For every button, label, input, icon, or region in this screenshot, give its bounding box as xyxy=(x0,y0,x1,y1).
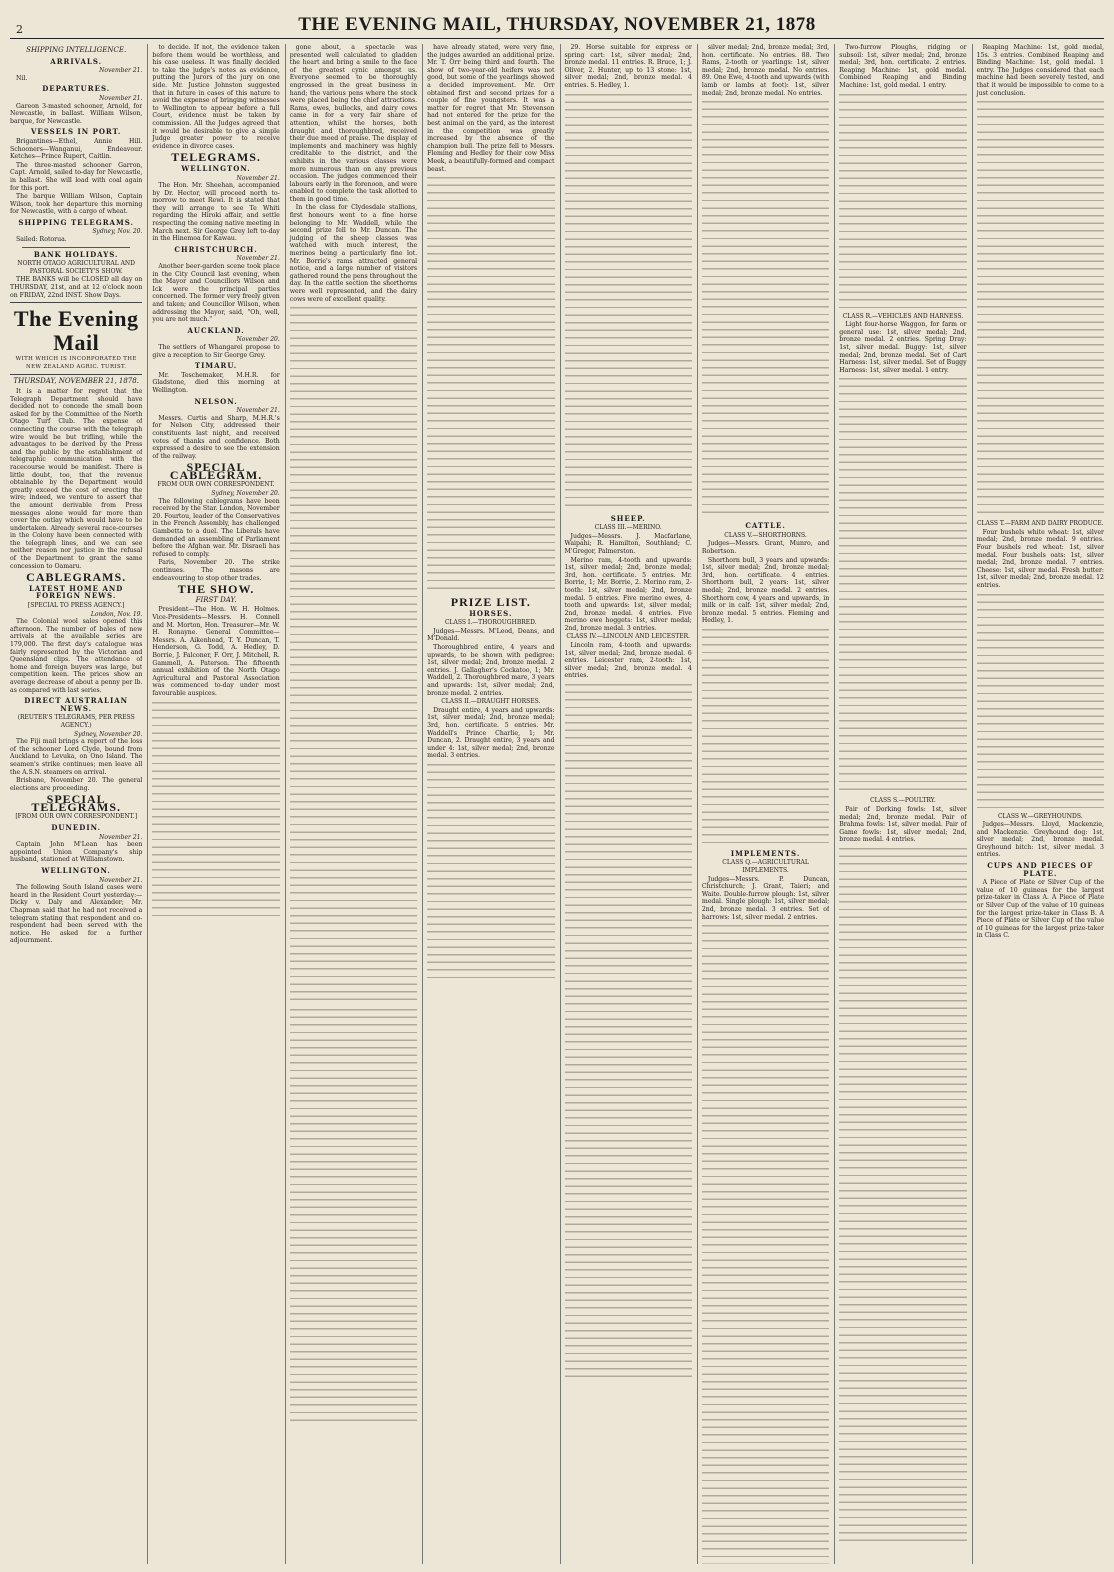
shipping-telegrams-date: Sydney, Nov. 20. xyxy=(92,228,143,236)
nameplate-subtitle: WITH WHICH IS INCORPORATED THE NEW ZEALAND AGRIC. TURIST. xyxy=(15,356,137,370)
editorial-text: It is a matter for regret that the Telegraph Department should have decided not to concede the small boon asked for by the Committee of the North Otago Turf Club. The expense of connecting the course with the telegraph wire would be but trifling, while the advantages to be derived by the Press and the public by the establishment of telegraphic communication with the racecourse would be manifest. There is little doubt, too, that the revenue obtainable by the Department would greatly exceed the cost of erecting the wire; indeed, we venture to assert that the amount derivable from Press messages alone would far more than cover the outlay which would have to be undertaken. Already several race-courses in the Colony have been connected with the telegraph lines, and we can see neither reason nor justice in the refusal of the Department to grant the same concession to Oamaru. xyxy=(10,388,143,570)
departures-date: November 21. xyxy=(99,94,143,102)
text-block xyxy=(702,627,829,847)
prize-text: Two-furrow Ploughs, ridging or subsoil: 1st, silver medal; 2nd, bronze medal; 3rd, hon. certificate. 2 entries. Reaping Machine: 1st, gold medal. Combined Reaping and Binding Machine: 1st, gold medal. 1 entry. xyxy=(839,44,967,89)
cablegrams-heading: CABLEGRAMS. xyxy=(26,570,127,585)
text-block xyxy=(839,92,966,312)
special-telegrams-heading: SPECIAL TELEGRAMS. xyxy=(31,792,122,814)
text-block xyxy=(427,762,554,982)
column-2 xyxy=(147,44,279,1564)
show-report-text: have already stated, were very fine, the judges awarded an additional prize. Mr. T. Orr being third and fourth. The show of two-year-old heifers was not good, but some of the yearlings showed a decided improvement. Mr. Orr obtained first and second prizes for a couple of fine youngsters. It was a matter for regret that Mr. Stevenson had not entered for the prize for the best animal on the yard, as the interest in the competition was greatly increased by the absence of the champion bull. The prize fell to Messrs. Fleming and Hedley for their cow Miss Meek, a beautifully-formed and compact beast. xyxy=(427,44,555,173)
arrivals-date: November 21. xyxy=(99,67,143,75)
text-block xyxy=(839,846,966,1546)
column-grid xyxy=(10,44,1104,1564)
arrivals-nil: Nil. xyxy=(16,74,28,82)
prize-text: Four bushels white wheat: 1st, silver medal; 2nd, bronze medal. 9 entries. Four bushels red wheat: 1st, silver medal. Four bushels oats: 1st, silver medal; 2nd, bronze medal. 7 entries. Cheese: 1st, silver medal. Fresh butter: 1st, silver medal; 2nd, bronze medal. 12 entries. xyxy=(976,528,1104,589)
from-own-note: FROM OUR OWN CORRESPONDENT. xyxy=(157,481,275,489)
own-correspondent-note: [FROM OUR OWN CORRESPONDENT.] xyxy=(15,813,138,821)
latest-home-heading: LATEST HOME AND FOREIGN NEWS. xyxy=(29,583,124,601)
text-block xyxy=(152,700,279,920)
prize-text: 29. Horse suitable for express or spring cart: 1st, silver medal; 2nd, bronze medal. 11 entries. R. Bruce, 1; J. Oliver, 2. Hunter, up to 13 stone: 1st, silver medal; 2nd, bronze medal. 4 entries. S. Hedley, 1. xyxy=(564,44,692,89)
telegrams-heading: TELEGRAMS. xyxy=(171,150,261,165)
column-6 xyxy=(697,44,829,1564)
prize-text: Draught entire, 4 years and upwards: 1st, silver medal; 2nd, bronze medal; 3rd, hon. certificate. 5 entries. Mr. Waddell's Prince Charlie, 1; Mr. Duncan, 2. Draught entire, 3 years and under 4: 1st, silver medal; 2nd, bronze medal. 3 entries. xyxy=(427,706,555,760)
sydney-dateline: Sydney, November 20. xyxy=(74,730,143,738)
horses-heading: HORSES. xyxy=(469,608,513,618)
shipping-para-1: The three-masted schooner Garron, Capt. Arnold, sailed to-day for Newcastle, in ballast. She will load with coal again for this port. xyxy=(10,161,143,192)
continued-text: to decide. If not, the evidence taken before them would be worthless, and his case useless. It was finally decided to take the judge's notes as evidence, putting the Jurors of the jury on one side. Mr. Justice Johnston suggested that in future in cases of this nature to avoid the expense of bringing witnesses to Wellington to appear before a full Court, evidence must be taken by commission. All the Judges agreed that it would be desirable to give a simple Judge greater power to receive evidence in divorce cases. xyxy=(152,44,280,150)
auckland-text: The settlers of Whangarei propose to give a reception to Sir George Grey. xyxy=(152,343,280,359)
text-block xyxy=(839,376,966,796)
london-dateline: London, Nov. 19. xyxy=(90,610,143,618)
direct-australian-heading: DIRECT AUSTRALIAN NEWS. xyxy=(24,696,129,713)
sailed-text: Sailed: Rotorua. xyxy=(16,236,67,244)
prize-text: Pair of Dorking fowls: 1st, silver medal; 2nd, bronze medal. Pair of Brahma fowls: 1st, silver medal. Pair of Game fowls: 1st, silver medal; 2nd, bronze medal. 4 entries. xyxy=(839,805,967,844)
cablegram-text: The following cablegrams have been received by the Star. London, November 20. Fourtou, leader of the Conservatives in the French Assembly, has challenged Gambetta to a duel. The Liberals have demanded an assembling of Parliament before the Afghan war. Mr. Disraeli has refused to comply. xyxy=(152,497,280,558)
cups-text: A Piece of Plate or Silver Cup of the value of 10 guineas for the largest prize-taker in Class A. A Piece of Plate or Silver Cup of the value of 10 guineas for the largest prize-taker in Class B. A Piece of Plate or Silver Cup of the value of 10 guineas for the largest prize-taker in Class C. xyxy=(976,879,1104,940)
auckland-heading: AUCKLAND. xyxy=(187,325,245,335)
bank-holidays-heading: BANK HOLIDAYS. xyxy=(33,249,119,259)
reuter-note: (REUTER'S TELEGRAMS, PER PRESS AGENCY.) xyxy=(17,714,135,729)
column-7 xyxy=(834,44,966,1564)
christchurch-text: Another beer-garden scene took place in the City Council last evening, when the Mayor and Councillors Wilson and Ick were the principal parties concerned. The former very freely given and taken; and Councillor Wilson, when addressing the Mayor, said, "Oh, well, you are not much." xyxy=(152,263,280,324)
christchurch-heading: CHRISTCHURCH. xyxy=(174,244,258,254)
vessels-text: Brigantines—Ethel, Annie Hill. Schooners—Wanganui, Endeavour. Ketches—Prince Rupert, Caitlin. xyxy=(10,137,143,161)
sydney-dateline: Sydney, November 20. xyxy=(211,490,280,498)
prize-text: Judges—Messrs. Lloyd, Mackenzie, and Mackenzie. Greyhound dog: 1st, silver medal; 2nd, bronze medal. Greyhound bitch: 1st, silver medal. 3 entries. xyxy=(976,821,1104,859)
prize-text: Reaping Machine: 1st, gold medal, 15s. 3 entries. Combined Reaping and Binding Machine: 1st, gold medal. 1 entry. The Judges considered that each machine had been severely tested, and that it would be impossible to come to a just conclusion. xyxy=(976,44,1104,97)
text-block xyxy=(702,99,829,519)
divider xyxy=(10,302,142,303)
class-heading: CLASS S.—POULTRY. xyxy=(870,797,936,805)
nelson-heading: NELSON. xyxy=(194,396,238,406)
column-4 xyxy=(422,44,554,1564)
text-block xyxy=(702,923,829,1564)
paris-text: Paris, November 20. The strike continues. The masons are endeavouring to stop other trades. xyxy=(152,559,280,582)
column-3 xyxy=(285,44,417,1564)
class-heading: CLASS V.—SHORTHORNS. xyxy=(724,531,807,539)
text-block xyxy=(977,592,1104,812)
show-text: President—The Hon. W. H. Holmes. Vice-Presidents—Messrs. H. Connell and M. Morton, Hon. Treasurer—Mr. W. H. Ronayne. General Committee—Messrs. A. Aikenhead, T. Y. Duncan, T. Henderson, G. Todd, A. Hedley, D. Borrie, J. Falconer, F. Orr, J. Mitchell, R. Gammell, A. Paterson. The fifteenth annual exhibition of the North Otago Agricultural and Pastoral Association was commenced to-day under most favourable auspices. xyxy=(152,606,280,697)
masthead-title: THE EVENING MAIL, THURSDAY, NOVEMBER 21, 1878 xyxy=(298,14,816,35)
dunedin-dateline: November 21. xyxy=(99,833,143,841)
special-cablegram-heading: SPECIAL CABLEGRAM. xyxy=(169,460,263,482)
class-heading: CLASS Q.—AGRICULTURAL IMPLEMENTS. xyxy=(722,859,809,875)
prize-text: Shorthorn bull, 3 years and upwards: 1st, silver medal; 2nd, bronze medal; 3rd, hon. certificate. 4 entries. Shorthorn bull, 2 years: 1st, silver medal; 2nd, bronze medal. 2 entries. Shorthorn cow, 4 years and upwards, in milk or in calf: 1st, silver medal; 2nd, bronze medal. 5 entries. Fleming and Hedley, 1. xyxy=(701,556,830,625)
column-1 xyxy=(10,44,142,1564)
vessels-in-port-heading: VESSELS IN PORT. xyxy=(30,127,122,137)
dunedin-text: Captain John M'Lean has been appointed Union Company's ship husband, stationed at Williamstown. xyxy=(10,841,143,864)
divider xyxy=(10,374,142,375)
text-block xyxy=(977,99,1104,519)
prize-text: Thoroughbred entire, 4 years and upwards, to be shown with pedigree: 1st, silver medal; 2nd, bronze medal. 2 entries. J. Gallagher's Cockatoo, 1; Mr. Waddell, 2. Thoroughbred mare, 3 years and upwards: 1st, silver medal; 2nd, bronze medal. 2 entries. xyxy=(427,644,555,697)
text-block xyxy=(290,305,417,1005)
text-block xyxy=(427,175,554,595)
prize-text: Light four-horse Waggon, for farm or general use: 1st, silver medal; 2nd, bronze medal. 2 entries. Spring Dray: 1st, silver medal. Buggy: 1st, silver medal; 2nd, bronze medal. Set of Cart Harness: 1st, silver medal. Set of Buggy Harness: 1st, silver medal. 1 entry. xyxy=(839,321,967,374)
cablegram-text: The Colonial wool sales opened this afternoon. The number of bales of new arrivals at the available series are 179,000. The first day's catalogue was fairly represented by the Victorian and Queensland clips. The attendance of home and foreign buyers was large, but competition keen. The prices show an average decrease of about a penny per lb. as compared with last series. xyxy=(10,618,143,694)
masthead xyxy=(10,6,1104,39)
timaru-text: Mr. Teschemaker, M.H.R. for Gladstone, died this morning at Wellington. xyxy=(152,371,280,394)
class-heading: CLASS R.—VEHICLES AND HARNESS. xyxy=(842,312,964,320)
page-number: 2 xyxy=(16,23,23,36)
sheep-heading: SHEEP. xyxy=(610,513,646,523)
column-8 xyxy=(972,44,1104,1564)
wellington-dateline: November 21. xyxy=(236,174,280,182)
class-heading: CLASS W.—GREYHOUNDS. xyxy=(997,812,1083,820)
column-5 xyxy=(560,44,692,1564)
north-otago-heading: NORTH OTAGO AGRICULTURAL AND PASTORAL SOCIETY'S SHOW. xyxy=(17,260,135,275)
brisbane-text: Brisbane, November 20. The general elections are proceeding. xyxy=(10,777,143,792)
prize-list-heading: PRIZE LIST. xyxy=(450,595,531,610)
class-heading: CLASS I.—THOROUGHBRED. xyxy=(444,619,537,627)
judges-text: Judges—Messrs. M'Leod, Deans, and M'Donald. xyxy=(427,627,555,643)
auckland-dateline: November 20. xyxy=(236,336,280,344)
dunedin-heading: DUNEDIN. xyxy=(51,823,102,833)
text-block xyxy=(565,92,692,512)
show-heading: THE SHOW. xyxy=(177,582,255,597)
wellington-dateline: November 21. xyxy=(99,876,143,884)
issue-dateline: THURSDAY, NOVEMBER 21, 1878. xyxy=(13,377,139,386)
judges-text: Judges—Messrs. J. Macfarlane, Waipahi; R. Hamilton, Southland; C. M'Gregor, Palmerston. xyxy=(564,532,692,555)
shipping-telegrams-heading: SHIPPING TELEGRAMS. xyxy=(18,217,134,227)
newspaper-nameplate: The Evening Mail xyxy=(13,306,139,356)
prize-text: silver medal; 2nd, bronze medal; 3rd, hon. certificate. No entries. 88. Two Rams, 2-tooth or yearlings: 1st, silver medal; 2nd, bronze medal. No entries. 89. One Ewe, 4-tooth and upwards (with lamb or lambs at foot): 1st, silver medal; 2nd, bronze medal. No entries. xyxy=(701,44,830,97)
departures-heading: DEPARTURES. xyxy=(42,84,111,94)
wellington-heading: WELLINGTON. xyxy=(41,866,111,876)
prize-text: Lincoln ram, 4-tooth and upwards: 1st, silver medal; 2nd, bronze medal. 6 entries. Leicester ram, 2-tooth: 1st, silver medal; 2nd, bronze medal. 4 entries. xyxy=(564,642,692,680)
australian-text: The Fiji mail brings a report of the loss of the schooner Lord Clyde, bound from Auckland to Levuka, on Ono Island. The seamen's strike continues; men leave all the A.S.N. steamers on arrival. xyxy=(10,738,143,776)
class-heading: CLASS T.—FARM AND DAIRY PRODUCE. xyxy=(976,520,1104,528)
prize-text: Merino ram, 4-tooth and upwards: 1st, silver medal; 2nd, bronze medal; 3rd, hon. certificate. 5 entries. Mr. Borrie, 1; Mr. Borrie, 2. Merino ram, 2-tooth: 1st, silver medal; 2nd, bronze medal. 5 entries. Five merino ewes, 4-tooth and upwards: 1st, silver medal; 2nd, bronze medal. 4 entries. Five merino ewe hoggets: 1st, silver medal; 2nd, bronze medal. 3 entries. xyxy=(564,556,692,632)
banks-notice: THE BANKS will be CLOSED all day on THURSDAY, 21st, and at 12 o'clock noon on FRIDAY, 22nd INST. Show Days. xyxy=(10,276,143,299)
christchurch-dateline: November 21. xyxy=(236,255,280,263)
implements-heading: IMPLEMENTS. xyxy=(730,848,801,858)
wellington-text: The following South Island cases were heard in the Resident Court yesterday:— Dicky v. Daly and Alexander; Mr. Chapman said that he had not received a telegram stating that respondent and co-respondent had been served with the notice. He asked for a further adjournment. xyxy=(10,884,143,945)
nelson-dateline: November 21. xyxy=(236,407,280,415)
timaru-heading: TIMARU. xyxy=(194,361,238,371)
cattle-heading: CATTLE. xyxy=(745,521,786,531)
show-report-text-2: In the class for Clydesdale stallions, first honours went to a fine horse belonging to Mr. Waddell, while the second prize fell to Mr. Duncan. The judging of the sheep classes was watched with much interest, the merinos being a particularly fine lot. Mr. Borrie's rams attracted general notice, and a large number of visitors gathered round the pens throughout the day. In the cattle section the shorthorns were well represented, and the dairy cows were of excellent quality. xyxy=(289,204,418,303)
first-day-heading: FIRST DAY. xyxy=(195,595,237,604)
wellington-text: The Hon. Mr. Sheehan, accompanied by Dr. Hector, will proceed north to-morrow to meet Rewi. It is stated that they will arrange to see Te Whiti regarding the Hiroki affair, and settle respecting the coming native meeting in March next. Sir George Grey left to-day in the Hinemoa for Kawau. xyxy=(152,182,280,243)
nelson-text: Messrs. Curtis and Sharp, M.H.R.'s for Nelson City, addressed their constituents last night, and received votes of thanks and confidence. Both expressed a desire to see the extension of the railway. xyxy=(152,414,280,460)
arrivals-heading: ARRIVALS. xyxy=(50,56,103,66)
text-block xyxy=(565,682,692,1382)
shipping-heading: SHIPPING INTELLIGENCE. xyxy=(26,46,127,54)
special-press-note: [SPECIAL TO PRESS AGENCY.] xyxy=(27,602,125,610)
shipping-para-2: The barque William Wilson, Captain Wilson, took her departure this morning for Newcastle, with a cargo of wheat. xyxy=(10,193,143,216)
wellington-heading: WELLINGTON. xyxy=(181,163,251,173)
class-heading: CLASS II.—DRAUGHT HORSES. xyxy=(441,698,541,706)
class-heading: CLASS III.—MERINO. xyxy=(594,524,662,532)
cups-heading: CUPS AND PIECES OF PLATE. xyxy=(987,861,1094,878)
departures-text: Gareon 3-masted schooner, Arnold, for Newcastle, in ballast. William Wilson, barque, for Newcastle. xyxy=(10,102,143,125)
divider xyxy=(22,247,130,248)
prize-text: Judges—Messrs. P. Duncan, Christchurch; J. Grant, Taieri; and Waite. Double-furrow plough: 1st, silver medal. Single plough: 1st, silver medal; 2nd, bronze medal. 3 entries. Set of harrows: 1st, silver medal. 2 entries. xyxy=(701,875,830,921)
judges-text: Judges—Messrs. Grant, Munro, and Robertson. xyxy=(701,540,830,555)
text-block xyxy=(290,1007,417,1427)
class-heading: CLASS IV.—LINCOLN AND LEICESTER. xyxy=(566,633,691,641)
show-report-text: gone about, a spectacle was presented well calculated to gladden the heart and bring a smile to the face of the greatest cynic amongst us. Everyone seemed to be thoroughly engrossed in the great business in hand; the various pens where the stock were placed being the chief attractions. Rams, ewes, bullocks, and dairy cows came in for a very fair share of attention, whilst the horses, both draught and thoroughbred, received their due meed of praise. The display of implements and machinery was highly creditable to the district, and the exhibits in the various classes were more numerous than on any previous occasion. The judges commenced their labours early in the forenoon, and were enabled to complete the task allotted to them in good time. xyxy=(289,44,418,203)
